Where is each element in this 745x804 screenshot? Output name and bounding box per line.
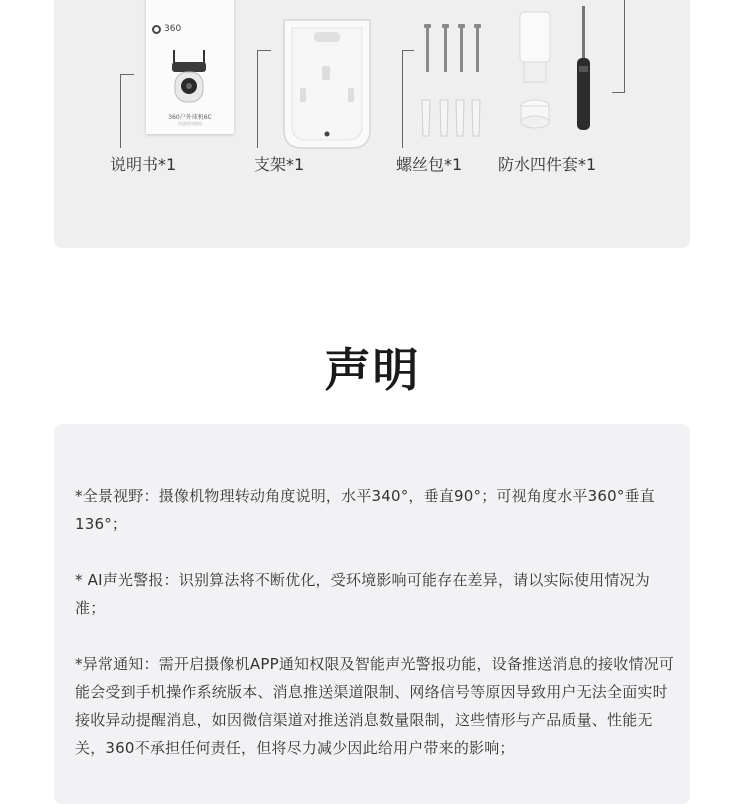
notice-ai-alarm: * AI声光警报：识别算法将不断优化，受环境影响可能存在差异，请以实际使用情况为准； — [75, 571, 650, 617]
screws-pointer-tick — [402, 50, 414, 51]
package-contents-card — [54, 0, 690, 248]
camera-icon — [166, 48, 212, 106]
item-label-bracket: 支架*1 — [254, 155, 305, 174]
section-title: 声明 — [324, 343, 421, 397]
logo-text: 360 — [164, 24, 182, 34]
waterproof-kit-image — [514, 6, 626, 146]
kit-pointer-line — [612, 0, 625, 93]
manual-pointer-line — [120, 74, 121, 148]
manual-title: 360户外球机6C — [168, 114, 212, 121]
manual-subtitle: 快速使用指南 — [178, 121, 202, 126]
bracket-image — [278, 14, 376, 154]
screw-pack-image — [416, 20, 486, 146]
item-label-waterproof-kit: 防水四件套*1 — [498, 155, 597, 174]
bracket-pointer-line — [257, 50, 258, 148]
bracket-pointer-tick — [257, 50, 271, 51]
screws-pointer-line — [402, 50, 403, 148]
brand-logo — [152, 24, 181, 34]
notice-panoramic-view: *全景视野：摄像机物理转动角度说明，水平340°，垂直90°；可视角度水平360°垂直136°； — [75, 487, 655, 533]
logo-mark-icon — [152, 25, 161, 34]
notice-list — [75, 482, 675, 790]
manual-image — [146, 0, 234, 134]
notice-card — [54, 424, 690, 804]
item-label-manual: 说明书*1 — [110, 155, 177, 174]
manual-pointer-tick — [120, 74, 134, 75]
item-label-screw-pack: 螺丝包*1 — [396, 155, 463, 174]
notice-abnormal-notification: *异常通知：需开启摄像机APP通知权限及智能声光警报功能，设备推送消息的接收情况可能会受到手机操作系统版本、消息推送渠道限制、网络信号等原因导致用户无法全面实时接收异动提醒消息，如因微信渠道对推送消息数量限制，这些情形与产品质量、性能无关，360不承担任何责任，但将尽力减少因此给用户带来的影响； — [75, 655, 675, 757]
